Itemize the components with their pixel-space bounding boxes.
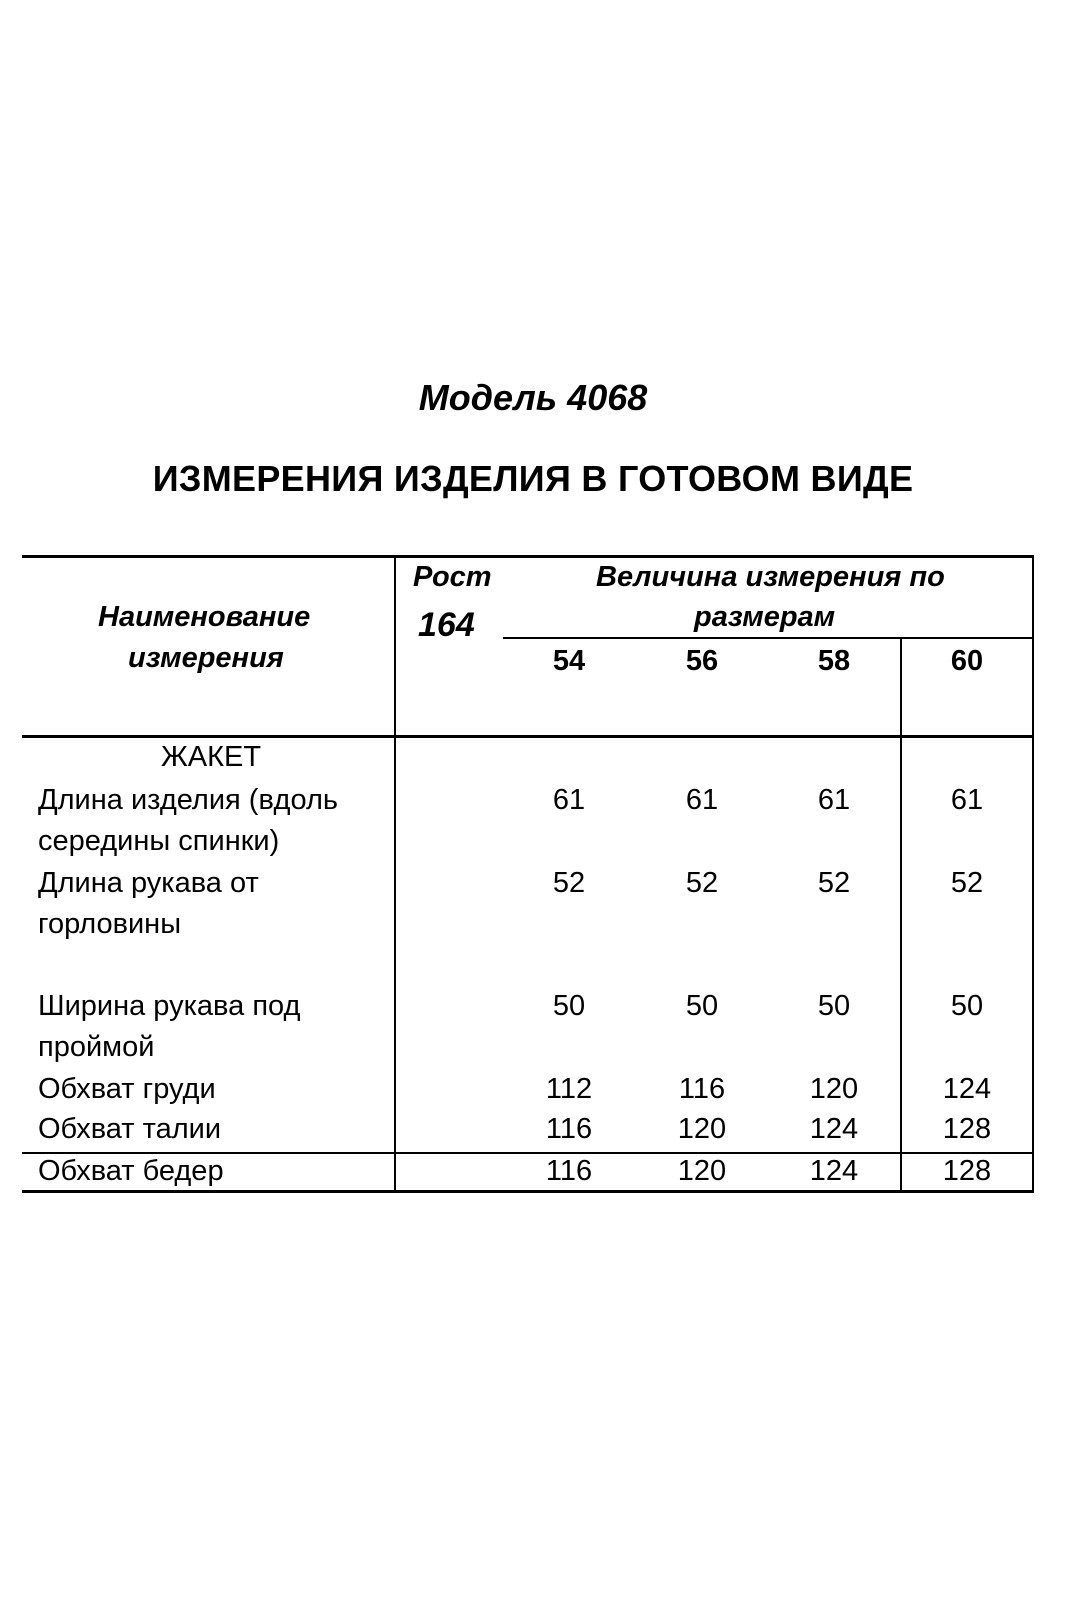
- cell-58: 52: [817, 867, 851, 899]
- table-bottom-border: [22, 1190, 1034, 1193]
- sizes-caption-line2: размерам: [694, 601, 836, 633]
- cell-58: 61: [817, 784, 851, 816]
- cell-58: 120: [809, 1073, 859, 1105]
- table-top-border: [22, 555, 1034, 558]
- cell-54: 52: [552, 867, 586, 899]
- name-col-header-line1: Наименование: [98, 601, 311, 633]
- cell-56: 116: [678, 1073, 726, 1105]
- cell-56: 61: [685, 784, 719, 816]
- size-60: 60: [950, 645, 984, 677]
- row-label: Ширина рукава под: [38, 990, 301, 1022]
- sizes-caption-line1: Величина измерения по: [596, 561, 945, 593]
- name-col-header-line2: измерения: [128, 642, 284, 674]
- row-label: Обхват груди: [38, 1073, 216, 1105]
- cell-54: 50: [552, 990, 586, 1022]
- size-58: 58: [817, 645, 851, 677]
- row-label: середины спинки): [38, 825, 280, 857]
- row-label: Длина рукава от: [38, 867, 259, 899]
- row-label: Длина изделия (вдоль: [38, 784, 338, 816]
- header-bottom-border: [22, 735, 1034, 738]
- cell-56: 50: [685, 990, 719, 1022]
- section-label: ЖАКЕТ: [161, 741, 262, 773]
- cell-58: 50: [817, 990, 851, 1022]
- name-col-divider: [394, 555, 396, 1193]
- size-56: 56: [685, 645, 719, 677]
- cell-60: 124: [942, 1073, 992, 1105]
- cell-54: 112: [545, 1073, 593, 1105]
- model-title: Модель 4068: [418, 377, 648, 418]
- cell-56: 52: [685, 867, 719, 899]
- row-label: проймой: [38, 1031, 155, 1063]
- cell-54: 61: [552, 784, 586, 816]
- hips-row-top-border: [22, 1152, 1034, 1154]
- size60-col-divider: [900, 638, 902, 1193]
- cell-56: 120: [677, 1155, 727, 1187]
- height-label: Рост: [413, 561, 492, 593]
- cell-54: 116: [545, 1155, 593, 1187]
- page-title: ИЗМЕРЕНИЯ ИЗДЕЛИЯ В ГОТОВОМ ВИДЕ: [152, 458, 914, 499]
- table-right-border: [1032, 555, 1034, 1193]
- cell-58: 124: [809, 1113, 859, 1145]
- cell-60: 128: [942, 1113, 992, 1145]
- row-label: горловины: [38, 908, 182, 940]
- cell-60: 50: [950, 990, 984, 1022]
- cell-60: 128: [942, 1155, 992, 1187]
- height-value: 164: [418, 606, 475, 644]
- cell-56: 120: [677, 1113, 727, 1145]
- row-label: Обхват талии: [38, 1113, 222, 1145]
- cell-58: 124: [809, 1155, 859, 1187]
- cell-54: 116: [545, 1113, 593, 1145]
- cell-60: 52: [950, 867, 984, 899]
- size-54: 54: [552, 645, 586, 677]
- sizes-caption-underline: [503, 637, 1034, 639]
- row-label: Обхват бедер: [38, 1155, 224, 1187]
- cell-60: 61: [950, 784, 984, 816]
